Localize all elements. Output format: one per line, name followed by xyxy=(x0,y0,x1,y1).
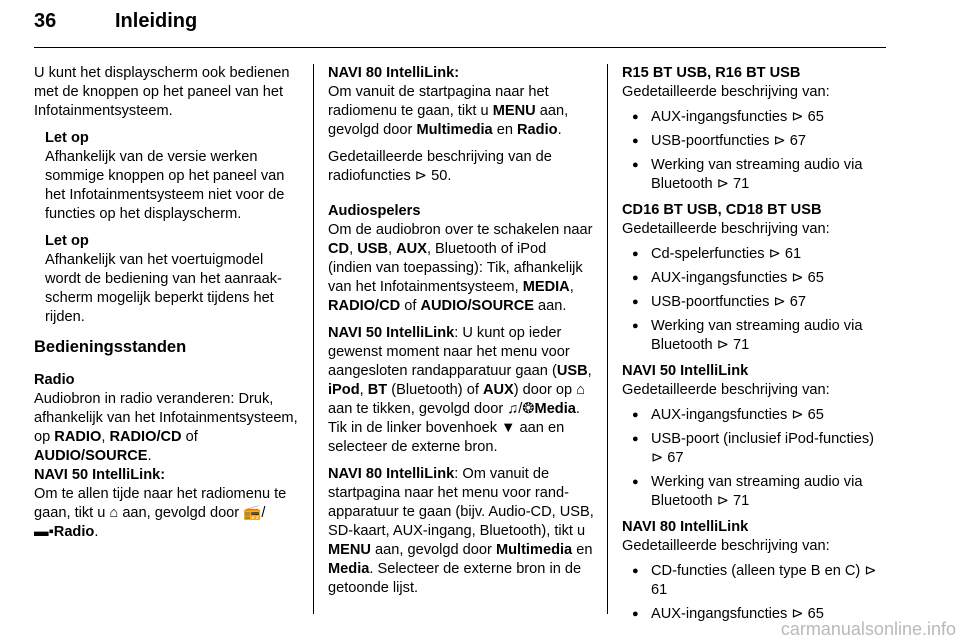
radio-paragraph: Audiobron in radio veranderen: Druk, afhankelijk van het Infotainmentsysteem, op RADIO, RADIO/CD of AUDIO/SOURCE. xyxy=(34,391,298,464)
group-subheading: Gedetailleerde beschrijving van: xyxy=(622,538,830,554)
group-heading: NAVI 80 IntelliLink xyxy=(622,519,749,535)
column-1 xyxy=(34,64,300,550)
intro-paragraph: U kunt het displayscherm ook bedienen met de knoppen op het paneel van het Infotainmentsysteem. xyxy=(34,65,290,119)
list-item: ● AUX-ingangsfuncties ⊳ 65 xyxy=(622,406,888,425)
header-rule xyxy=(34,47,886,48)
column-3 xyxy=(622,64,888,631)
section-title: Bedieningsstanden xyxy=(34,338,187,356)
column-divider-1 xyxy=(313,64,314,614)
radio-heading: Radio xyxy=(34,372,75,388)
note-heading: Let op xyxy=(45,233,89,249)
note-2 xyxy=(34,232,300,327)
audio-heading: Audiospelers xyxy=(328,203,421,219)
navi50-heading: NAVI 50 IntelliLink: xyxy=(34,467,166,483)
navi80-media-paragraph: NAVI 80 IntelliLink: Om vanuit de startpagina naar het menu voor randapparatuur te gaan (bijv. Audio-CD, USB, SD-kaart, AUX-ingang, Bluetooth), tikt u MENU aan, gevolgd door Multimedia en Media. Selecteer de externe bron in de getoonde lijst. xyxy=(328,466,594,596)
list-item: ● Werking van streaming audio via Bluetooth ⊳ 71 xyxy=(622,156,888,194)
list-item: ● USB-poortfuncties ⊳ 67 xyxy=(622,132,888,151)
list-item: ● USB-poort (inclusief iPod-functies) ⊳ 67 xyxy=(622,430,888,468)
group-navi80 xyxy=(622,518,888,624)
group-r15 xyxy=(622,64,888,194)
group-heading: NAVI 50 IntelliLink xyxy=(622,363,749,379)
group-subheading: Gedetailleerde beschrijving van: xyxy=(622,84,830,100)
column-2 xyxy=(328,64,594,606)
watermark: carmanualsonline.info xyxy=(780,619,956,639)
group-navi50 xyxy=(622,362,888,511)
note-text: Afhankelijk van de versie werken sommige knoppen op het paneel van het Infotainmentsysteem niet voor de functies op het displayscherm. xyxy=(45,149,285,222)
radio-icon: 📻/▬▪ xyxy=(34,505,266,540)
navi80-heading: NAVI 80 IntelliLink: xyxy=(328,65,460,81)
group-subheading: Gedetailleerde beschrijving van: xyxy=(622,382,830,398)
group-heading: CD16 BT USB, CD18 BT USB xyxy=(622,202,822,218)
list-item: ● CD-functies (alleen type B en C) ⊳ 61 xyxy=(622,562,888,600)
audio-paragraph: Om de audiobron over te schakelen naar CD, USB, AUX, Bluetooth of iPod (indien van toepassing): Tik, afhankelijk van het Infotainmentsysteem, MEDIA, RADIO/CD of AUDIO/SOURCE aan. xyxy=(328,222,593,314)
note-text: Afhankelijk van het voertuigmodel wordt de bediening van het aanraakscherm mogelijk beperkt tijdens het rijden. xyxy=(45,252,282,325)
group-heading: R15 BT USB, R16 BT USB xyxy=(622,65,801,81)
group-subheading: Gedetailleerde beschrijving van: xyxy=(622,221,830,237)
column-divider-2 xyxy=(607,64,608,614)
list-item: ● AUX-ingangsfuncties ⊳ 65 xyxy=(622,108,888,127)
list-item: ● USB-poortfuncties ⊳ 67 xyxy=(622,293,888,312)
note-1 xyxy=(34,129,300,224)
list-item: ● Werking van streaming audio via Bluetooth ⊳ 71 xyxy=(622,317,888,355)
page-number: 36 xyxy=(34,10,57,32)
list-item: ● Werking van streaming audio via Bluetooth ⊳ 71 xyxy=(622,473,888,511)
group-cd16 xyxy=(622,201,888,355)
navi50-paragraph: Om te allen tijde naar het radiomenu te gaan, tikt u ⌂ aan, gevolgd door 📻/▬▪Radio. xyxy=(34,486,287,540)
list-item: ● Cd-spelerfuncties ⊳ 61 xyxy=(622,245,888,264)
radio-detail: Gedetailleerde beschrijving van de radiofuncties ⊳ 50. xyxy=(328,149,552,184)
list-item: ● AUX-ingangsfuncties ⊳ 65 xyxy=(622,605,888,624)
page-header xyxy=(34,10,886,50)
navi80-paragraph: Om vanuit de startpagina naar het radiomenu te gaan, tikt u MENU aan, gevolgd door Multimedia en Radio. xyxy=(328,84,569,138)
note-heading: Let op xyxy=(45,130,89,146)
navi50-media-paragraph: NAVI 50 IntelliLink: U kunt op ieder gewenst moment naar het menu voor aangesloten randapparatuur gaan (USB, iPod, BT (Bluetooth) of AUX) door op ⌂ aan te tikken, gevolgd door ♫/❂Media. Tik in de linker bovenhoek ▼ aan en selecteer de externe bron. xyxy=(328,325,592,455)
page-title: Inleiding xyxy=(115,10,198,32)
list-item: ● AUX-ingangsfuncties ⊳ 65 xyxy=(622,269,888,288)
